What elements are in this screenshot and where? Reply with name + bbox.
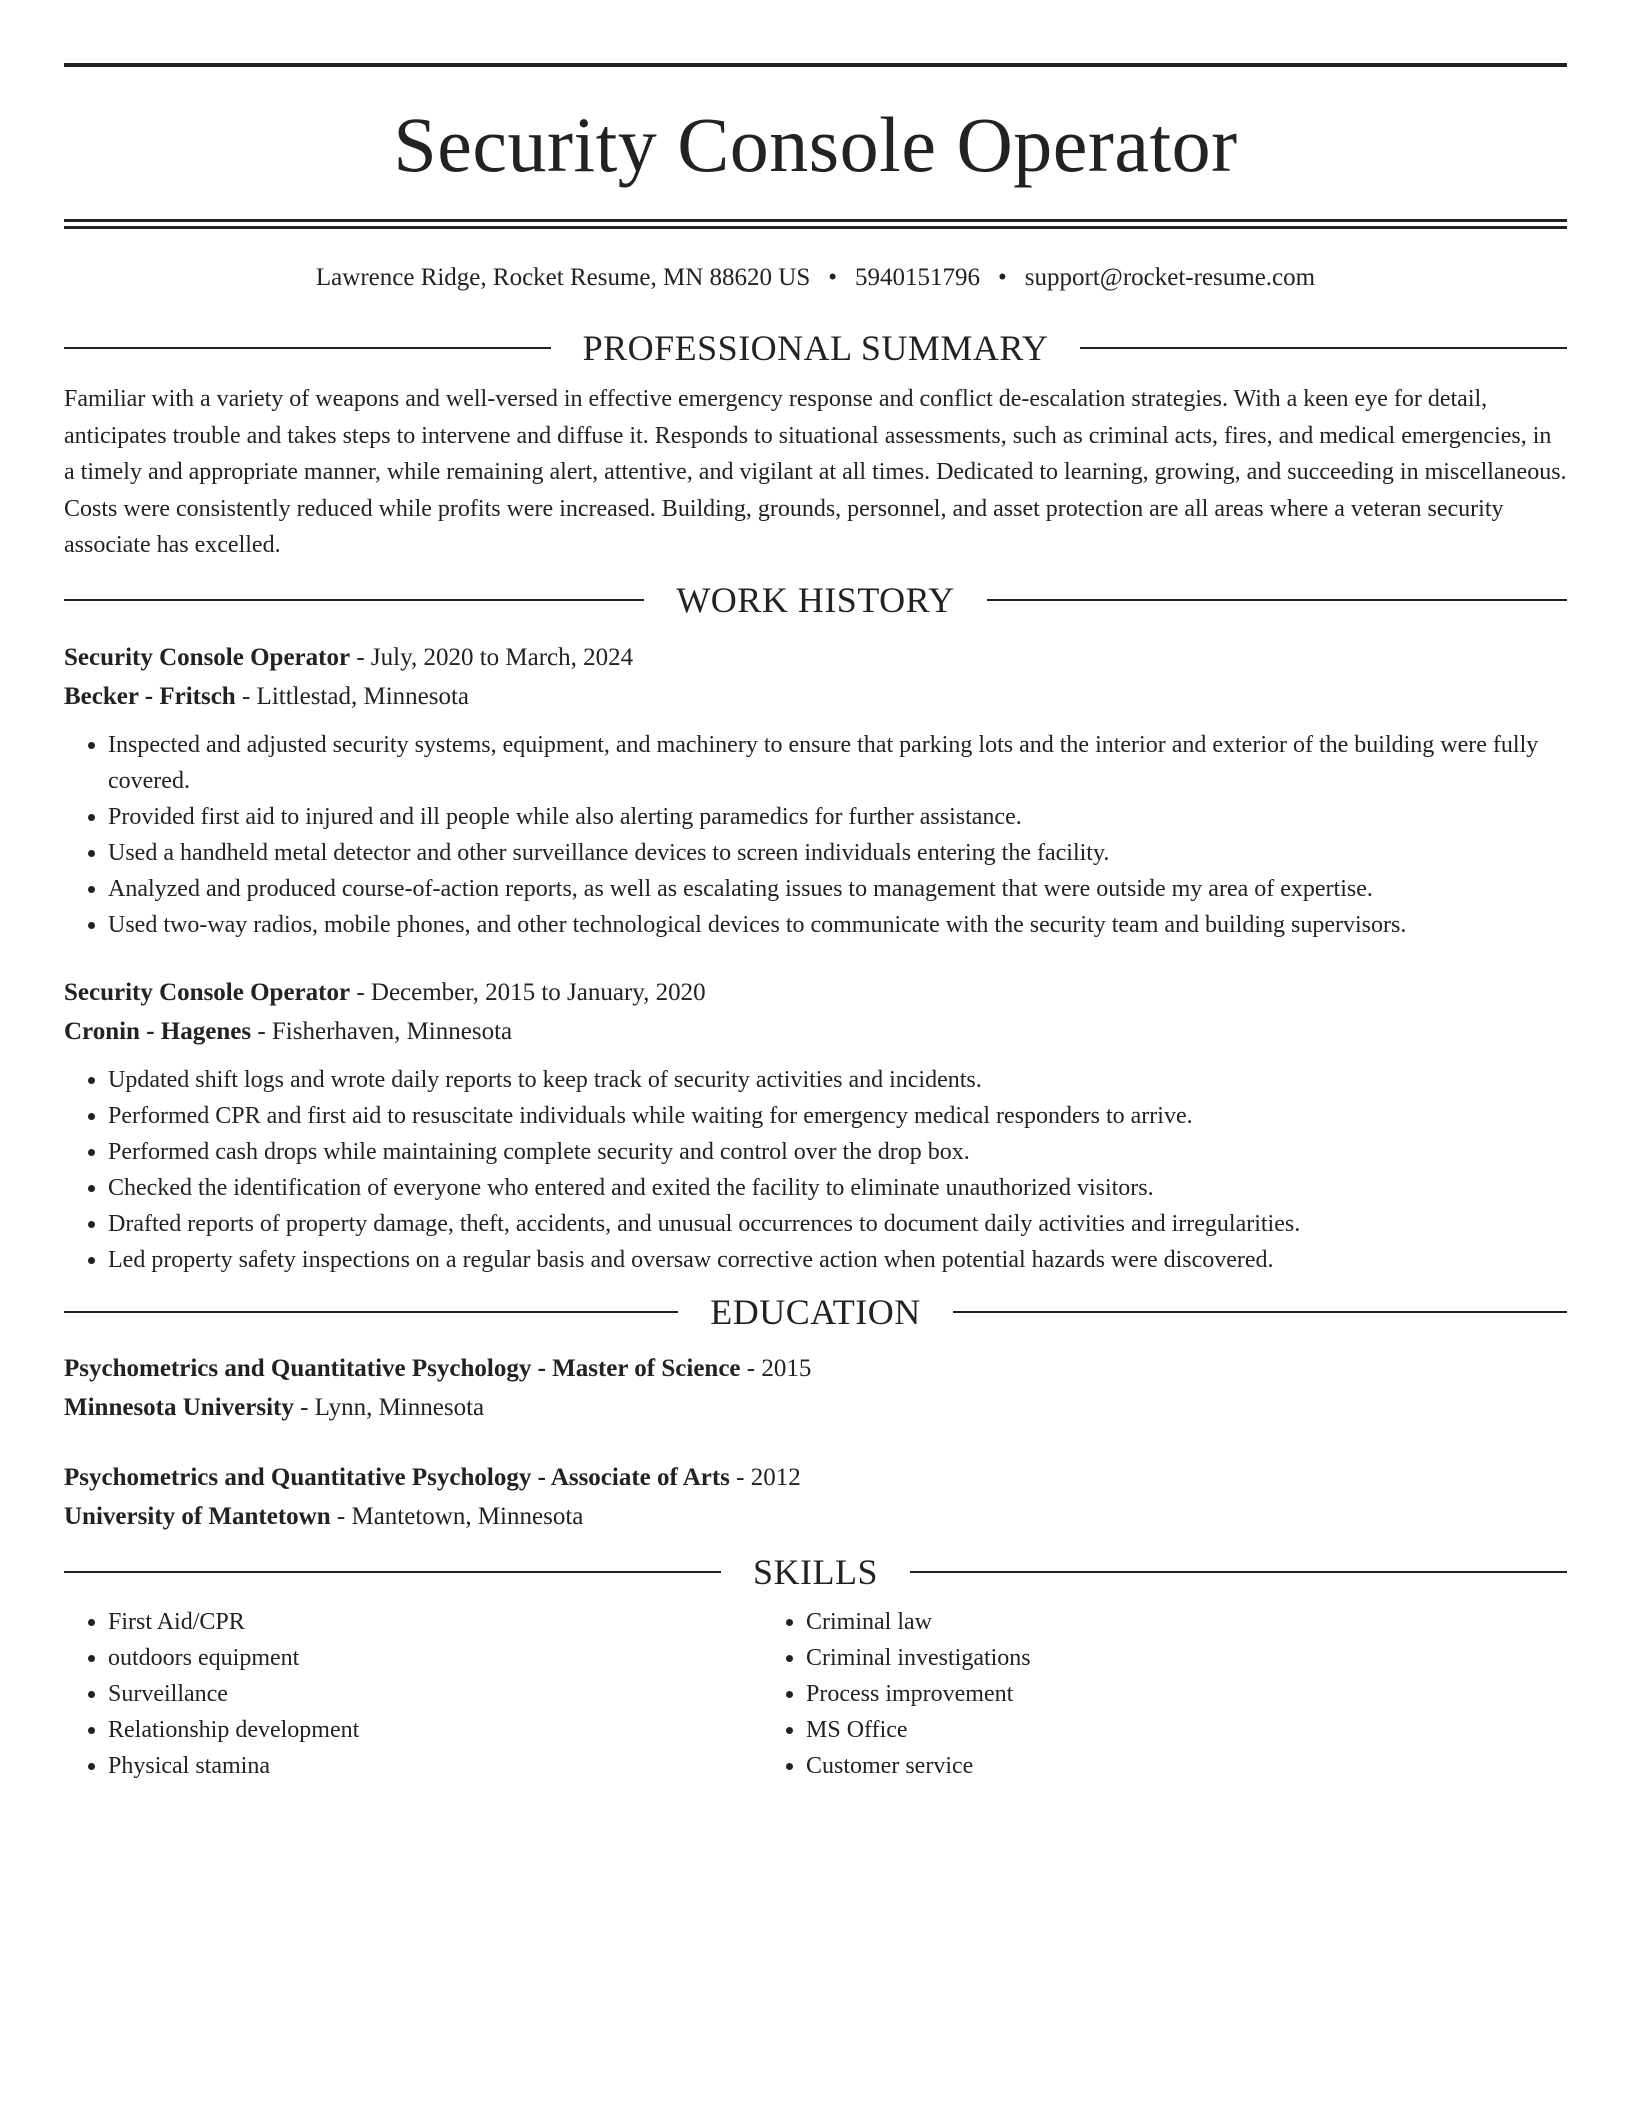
job-title: Security Console Operator [64,978,351,1006]
job-bullets [64,727,1567,943]
skill-item: • Criminal investigations [806,1640,1460,1676]
heading-rule [64,1571,721,1573]
job-bullet: • Drafted reports of property damage, theft, accidents, and unusual occurrences to document daily activities and irregularities. [108,1206,1567,1242]
section-heading-education [64,1290,1567,1334]
skill-item: • MS Office [806,1712,1460,1748]
heading-rule [910,1571,1567,1573]
job-location: - Littlestad, Minnesota [235,682,470,710]
school-line [64,1388,1567,1427]
education-entry [64,1458,1567,1536]
job-entry [64,638,1567,943]
job-bullets [64,1062,1567,1278]
contact-address: Lawrence Ridge, Rocket Resume, MN 88620 US [315,264,811,291]
section-heading-work [64,578,1567,622]
job-company-line [64,1012,1567,1051]
section-heading-summary [64,326,1567,370]
school-location: - Mantetown, Minnesota [330,1502,584,1530]
job-title-line [64,638,1567,677]
contact-line [64,262,1567,294]
heading-rule [987,599,1567,601]
job-location: - Fisherhaven, Minnesota [251,1017,513,1045]
school-name: University of Mantetown [64,1502,331,1530]
skills-list [64,1604,1567,1784]
job-bullet: • Performed CPR and first aid to resuscitate individuals while waiting for emergency medical responders to arrive. [108,1098,1567,1134]
skill-item: • Criminal law [806,1604,1460,1640]
skill-item: • Customer service [806,1748,1460,1784]
section-title: WORK HISTORY [676,579,955,620]
job-bullet: • Updated shift logs and wrote daily reports to keep track of security activities and incidents. [108,1062,1567,1098]
skill-item: • Process improvement [806,1676,1460,1712]
degree-name: Psychometrics and Quantitative Psychology - Associate of Arts [64,1463,730,1491]
job-title-line [64,973,1567,1012]
job-bullet: • Provided first aid to injured and ill people while also alerting paramedics for further assistance. [108,799,1567,835]
heading-rule [64,599,644,601]
job-company-line [64,677,1567,716]
school-name: Minnesota University [64,1393,294,1421]
heading-rule [64,347,551,349]
job-bullet: • Used two-way radios, mobile phones, and other technological devices to communicate with the security team and building supervisors. [108,907,1567,943]
job-bullet: • Inspected and adjusted security systems, equipment, and machinery to ensure that parking lots and the interior and exterior of the building were fully covered. [108,727,1567,799]
skill-item: • First Aid/CPR [108,1604,762,1640]
degree-name: Psychometrics and Quantitative Psychology - Master of Science [64,1354,741,1382]
job-title: Security Console Operator [64,643,351,671]
section-title: EDUCATION [710,1291,921,1332]
skill-item: • Physical stamina [108,1748,762,1784]
heading-rule [953,1311,1567,1313]
heading-rule [64,1311,678,1313]
job-bullet: • Analyzed and produced course-of-action reports, as well as escalating issues to management that were outside my area of expertise. [108,871,1567,907]
skill-item: • Surveillance [108,1676,762,1712]
title-double-rule [64,219,1567,229]
skill-item: • outdoors equipment [108,1640,762,1676]
skills-column-left [64,1604,762,1784]
degree-year: - 2012 [729,1463,801,1491]
job-company: Cronin - Hagenes [64,1017,252,1045]
school-line [64,1497,1567,1536]
degree-line [64,1458,1567,1497]
job-bullet: • Led property safety inspections on a regular basis and oversaw corrective action when potential hazards were discovered. [108,1242,1567,1278]
heading-rule [1080,347,1567,349]
section-title: PROFESSIONAL SUMMARY [582,328,1049,368]
section-title: SKILLS [753,1551,879,1592]
resume-page [64,63,1567,1784]
contact-separator: • [998,264,1007,291]
job-company: Becker - Fritsch [64,682,236,710]
degree-year: - 2015 [740,1354,812,1382]
contact-phone: 5940151796 [855,264,981,291]
job-bullet: • Used a handheld metal detector and other surveillance devices to screen individuals entering the facility. [108,835,1567,871]
top-rule [64,63,1567,67]
school-location: - Lynn, Minnesota [293,1393,485,1421]
skills-column-right [762,1604,1460,1784]
job-dates: - December, 2015 to January, 2020 [350,978,706,1006]
job-dates: - July, 2020 to March, 2024 [350,643,634,671]
contact-email: support@rocket-resume.com [1024,264,1316,291]
summary-text: Familiar with a variety of weapons and well-versed in effective emergency response and conflict de-escalation strategies. With a keen eye for detail, anticipates trouble and takes steps to intervene and diffuse it. Responds to situational assessments, such as criminal acts, fires, and medical emergencies, in a timely and appropriate manner, while remaining alert, attentive, and vigilant at all times. Dedicated to learning, growing, and succeeding in miscellaneous. Costs were consistently reduced while profits were increased. Building, grounds, personnel, and asset protection are all areas where a veteran security associate has excelled. [64,386,1567,558]
degree-line [64,1349,1567,1388]
contact-separator: • [828,264,838,291]
resume-title: Security Console Operator [393,101,1238,188]
job-bullet: • Checked the identification of everyone who entered and exited the facility to eliminate unauthorized visitors. [108,1170,1567,1206]
section-heading-skills [64,1550,1567,1594]
job-bullet: • Performed cash drops while maintaining complete security and control over the drop box. [108,1134,1567,1170]
skill-item: • Relationship development [108,1712,762,1748]
job-entry [64,973,1567,1278]
education-entry [64,1349,1567,1427]
